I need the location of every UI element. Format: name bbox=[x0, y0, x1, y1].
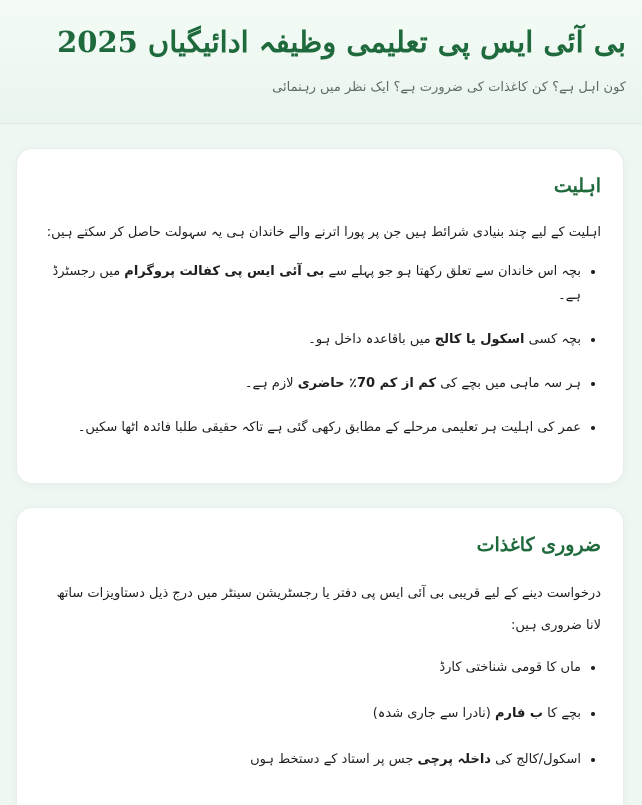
document-item bbox=[39, 748, 581, 772]
document-item bbox=[39, 656, 581, 680]
item-text: بچہ اس خاندان سے تعلق رکھتا ہو جو پہلے سے bbox=[324, 264, 581, 279]
document-item bbox=[39, 702, 581, 726]
documents-list bbox=[39, 656, 601, 772]
item-bold-text: کم از کم 70٪ حاضری bbox=[297, 376, 437, 391]
item-text: ہر سہ ماہی میں بچے کی bbox=[436, 376, 581, 391]
item-text-end: لازم ہے۔ bbox=[244, 376, 298, 391]
item-text: بچہ کسی bbox=[524, 332, 581, 347]
item-bold-text: داخلہ پرچی bbox=[417, 752, 491, 767]
item-text-end: (نادرا سے جاری شدہ) bbox=[372, 706, 495, 721]
documents-intro: درخواست دینے کے لیے قریبی بی آئی ایس پی دفتر یا رجسٹریشن سینٹر میں درج ذیل دستاویزات ساتھ لانا ضروری ہیں: bbox=[56, 586, 601, 633]
item-text-end: میں باقاعدہ داخل ہو۔ bbox=[308, 332, 435, 347]
documents-heading: ضروری کاغذات bbox=[476, 534, 601, 556]
page-title: بی آئی ایس پی تعلیمی وظیفہ ادائیگیاں 2025 bbox=[57, 25, 626, 59]
page-subtitle: کون اہل ہے؟ کن کاغذات کی ضرورت ہے؟ ایک نظر میں رہنمائی bbox=[272, 80, 626, 95]
item-text-end: میں رجسٹرڈ ہے۔ bbox=[52, 264, 581, 303]
eligibility-item bbox=[39, 416, 581, 440]
item-text: بچے کا bbox=[542, 706, 581, 721]
eligibility-item bbox=[39, 372, 581, 396]
eligibility-item bbox=[39, 328, 581, 352]
eligibility-item bbox=[39, 260, 581, 308]
item-text: عمر کی اہلیت ہر تعلیمی مرحلے کے مطابق رکھی گئی ہے تاکہ حقیقی طلبا فائدہ اٹھا سکیں۔ bbox=[77, 420, 581, 435]
eligibility-list bbox=[39, 260, 601, 440]
eligibility-intro: اہلیت کے لیے چند بنیادی شرائط ہیں جن پر پورا اترنے والے خاندان ہی یہ سہولت حاصل کر سکتے ہیں: bbox=[46, 225, 601, 240]
item-bold-text: ب فارم bbox=[494, 706, 543, 721]
item-bold-text: بی آئی ایس پی کفالت پروگرام bbox=[124, 264, 325, 279]
item-text: اسکول/کالج کی bbox=[490, 752, 581, 767]
documents-card bbox=[16, 507, 624, 805]
page-header bbox=[0, 0, 642, 124]
eligibility-card bbox=[16, 148, 624, 484]
item-text: ماں کا قومی شناختی کارڈ bbox=[439, 660, 581, 675]
item-bold-text: اسکول یا کالج bbox=[434, 332, 525, 347]
eligibility-heading: اہلیت bbox=[553, 175, 601, 197]
item-text-end: جس پر استاد کے دستخط ہوں bbox=[250, 752, 418, 767]
